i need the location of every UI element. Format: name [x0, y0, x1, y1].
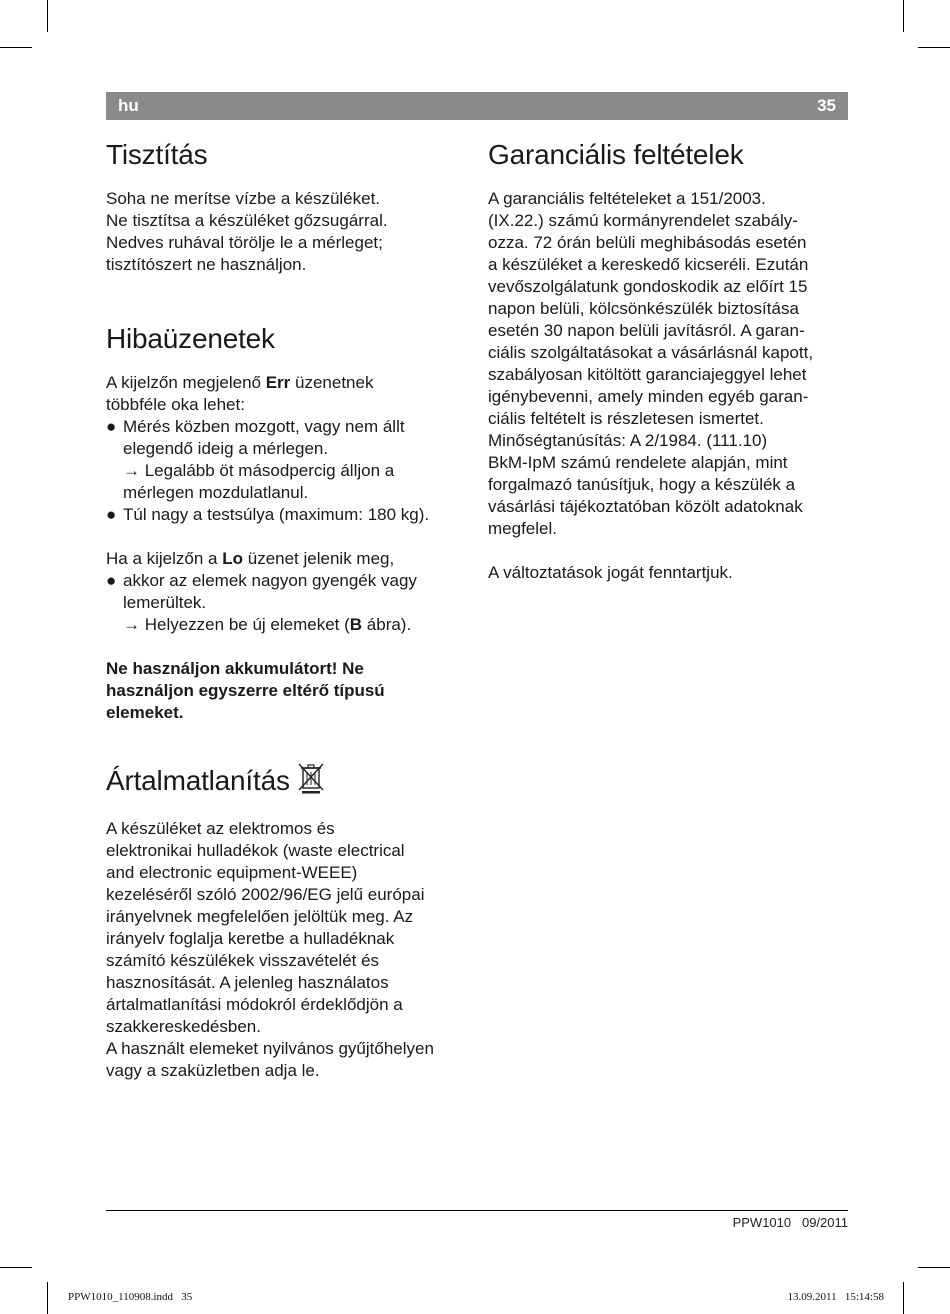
lo-intro: Ha a kijelzőn a Lo üzenet jelenik meg, — [106, 549, 395, 568]
cleaning-title: Tisztítás — [106, 139, 208, 170]
disposal-section — [106, 762, 471, 1082]
cleaning-section — [106, 138, 471, 276]
warranty-line: igénybevenni, amely minden egyéb garan- — [488, 387, 809, 406]
warranty-line: A garanciális feltételeket a 151/2003. — [488, 189, 766, 208]
bullet-dot: ● — [106, 505, 117, 524]
crop-mark — [47, 1282, 48, 1314]
page-number: 35 — [817, 96, 836, 115]
warranty-line: forgalmazó tanúsítjuk, hogy a készülék a — [488, 475, 796, 494]
warranty-line: vásárlási tájékoztatóban közölt adatoknak — [488, 497, 803, 516]
disposal-title: Ártalmatlanítás — [106, 762, 471, 802]
warranty-section — [488, 138, 850, 584]
disposal-line: A használt elemeket nyilvános gyűjtőhelyen — [106, 1039, 434, 1058]
footer-divider — [106, 1210, 848, 1211]
warranty-line: (IX.22.) számú kormányrendelet szabály- — [488, 211, 798, 230]
disposal-line: irányelvnek megfelelően jelöltük meg. Az — [106, 907, 414, 926]
crop-mark — [903, 0, 904, 32]
warranty-line: Minőségtanúsítás: A 2/1984. (111.10) — [488, 431, 768, 450]
crop-mark — [0, 1267, 32, 1268]
warranty-closing: A változtatások jogát fenntartjuk. — [488, 563, 733, 582]
errors-intro-line2: többféle oka lehet: — [106, 395, 245, 414]
cleaning-line: tisztítószert ne használjon. — [106, 255, 307, 274]
page-header — [106, 92, 848, 120]
warranty-line: BkM-IpM számú rendelete alapján, mint — [488, 453, 788, 472]
warranty-line: vevőszolgálatunk gondoskodik az előírt 15 — [488, 277, 808, 296]
battery-warning: elemeket. — [106, 703, 184, 722]
battery-warning: Ne használjon akkumulátort! Ne — [106, 659, 364, 678]
disposal-line: szakkereskedésben. — [106, 1017, 261, 1036]
battery-warning: használjon egyszerre eltérő típusú — [106, 681, 385, 700]
disposal-line: elektronikai hulladékok (waste electrical — [106, 841, 405, 860]
disposal-line: A készüléket az elektromos és — [106, 819, 335, 838]
warranty-line: napon belüli, kölcsönkészülék biztosítása — [488, 299, 799, 318]
errors-title: Hibaüzenetek — [106, 323, 275, 354]
crop-mark — [0, 47, 32, 48]
cleaning-line: Soha ne merítse vízbe a készüléket. — [106, 189, 381, 208]
right-column — [488, 138, 850, 584]
disposal-line: vagy a szaküzletben adja le. — [106, 1061, 320, 1080]
disposal-line: and electronic equipment-WEEE) — [106, 863, 358, 882]
slug-file-info: PPW1010_110908.indd 35 — [68, 1291, 193, 1303]
footer-model-date: PPW1010 09/2011 — [732, 1215, 848, 1230]
crossed-bin-icon — [298, 762, 324, 802]
language-code: hu — [118, 96, 139, 115]
warranty-line: megfelel. — [488, 519, 557, 538]
slug-timestamp: 13.09.2011 15:14:58 — [787, 1291, 884, 1303]
warranty-line: ciális szolgáltatásokat a vásárlásnál kapott, — [488, 343, 814, 362]
bullet-dot: ● — [106, 571, 117, 590]
disposal-line: hasznosítását. A jelenleg használatos — [106, 973, 389, 992]
crop-mark — [918, 47, 950, 48]
warranty-line: ciális feltételt is részletesen ismertet. — [488, 409, 764, 428]
warranty-line: a készüléket a kereskedő kicseréli. Ezután — [488, 255, 809, 274]
crop-mark — [903, 1282, 904, 1314]
err-code: Err — [265, 373, 291, 392]
crop-mark — [47, 0, 48, 32]
warranty-line: esetén 30 napon belüli javításról. A garan- — [488, 321, 805, 340]
list-item: ● Mérés közben mozgott, vagy nem állt elegendő ideig a mérlegen. → Legalább öt másodpercig álljon a mérlegen mozdulatlanul. — [106, 417, 405, 502]
bullet-dot: ● — [106, 417, 117, 436]
errors-section — [106, 322, 471, 724]
left-column — [106, 138, 471, 1082]
warranty-line: szabályosan kitöltött garanciajeggyel lehet — [488, 365, 807, 384]
disposal-line: ártalmatlanítási módokról érdeklődjön a — [106, 995, 403, 1014]
list-item: ● akkor az elemek nagyon gyengék vagy lemerültek. → Helyezzen be új elemeket (B ábra). — [106, 571, 417, 634]
crop-mark — [918, 1267, 950, 1268]
list-item: ● Túl nagy a testsúlya (maximum: 180 kg). — [106, 505, 430, 524]
cleaning-line: Nedves ruhával törölje le a mérleget; — [106, 233, 383, 252]
disposal-line: kezeléséről szóló 2002/96/EG jelű európai — [106, 885, 425, 904]
lo-code: Lo — [222, 549, 244, 568]
disposal-line: irányelv foglalja keretbe a hulladéknak — [106, 929, 395, 948]
disposal-line: számító készülékek visszavételét és — [106, 951, 380, 970]
warranty-title: Garanciális feltételek — [488, 139, 744, 170]
cleaning-line: Ne tisztítsa a készüléket gőzsugárral. — [106, 211, 388, 230]
warranty-line: ozza. 72 órán belüli meghibásodás esetén — [488, 233, 807, 252]
errors-intro: A kijelzőn megjelenő Err üzenetnek — [106, 373, 374, 392]
